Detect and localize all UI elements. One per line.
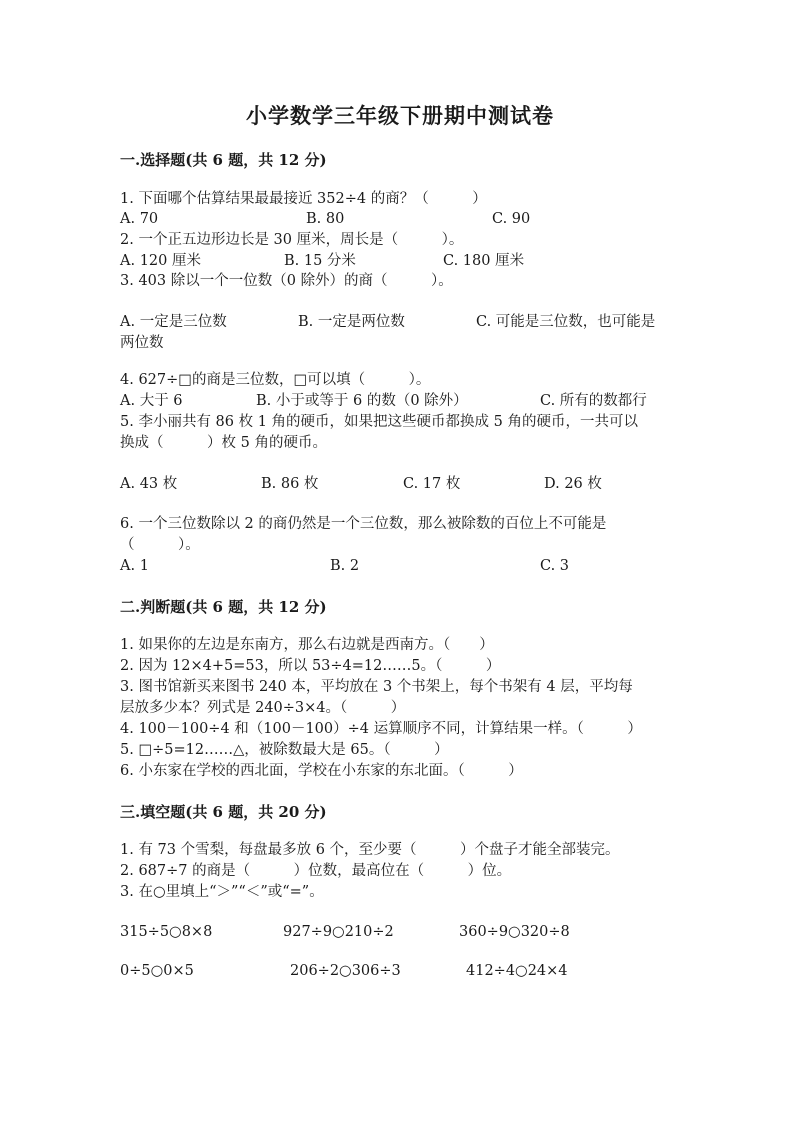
option-b: B. 80: [306, 211, 345, 227]
question-line: 3. 图书馆新买来图书 240 本，平均放在 3 个书架上，每个书架有 4 层，平均每: [120, 679, 633, 695]
compare-item: 206÷2○306÷3: [290, 963, 401, 979]
option-continuation: 两位数: [120, 335, 164, 351]
option-b: B. 一定是两位数: [298, 314, 405, 330]
compare-item: 360÷9○320÷8: [459, 924, 570, 940]
option-c: C. 90: [492, 211, 531, 227]
option-a: A. 43 枚: [120, 476, 178, 492]
question-line: 3. 在○里填上“＞”“＜”或“=”。: [120, 884, 324, 900]
section-heading: 二.判断题(共 6 题，共 12 分): [120, 598, 327, 616]
compare-item: 315÷5○8×8: [120, 924, 213, 940]
option-c: C. 180 厘米: [443, 253, 525, 269]
option-a: A. 70: [120, 211, 159, 227]
question-stem-continued: （ ）。: [120, 537, 200, 553]
option-b: B. 15 分米: [284, 253, 356, 269]
question-stem: 1. 下面哪个估算结果最最接近 352÷4 的商？（ ）: [120, 191, 487, 207]
question-stem-continued: 换成（ ）枚 5 角的硬币。: [120, 435, 327, 451]
option-a: A. 一定是三位数: [120, 314, 227, 330]
question-line: 4. 100－100÷4 和（100－100）÷4 运算顺序不同，计算结果一样。（ ）: [120, 721, 642, 737]
option-c: C. 3: [540, 558, 570, 574]
option-c: C. 17 枚: [403, 476, 461, 492]
section-heading: 三.填空题(共 6 题，共 20 分): [120, 803, 327, 821]
question-stem: 4. 627÷□的商是三位数，□可以填（ ）。: [120, 372, 431, 388]
option-c: C. 可能是三位数，也可能是: [476, 314, 656, 330]
option-a: A. 1: [120, 558, 149, 574]
question-stem: 2. 一个正五边形边长是 30 厘米，周长是（ ）。: [120, 232, 464, 248]
compare-item: 0÷5○0×5: [120, 963, 194, 979]
option-c: C. 所有的数都行: [540, 393, 647, 409]
section-heading: 一.选择题(共 6 题，共 12 分): [120, 151, 327, 169]
option-a: A. 大于 6: [120, 393, 183, 409]
question-line: 5. □÷5=12……△，被除数最大是 65。（ ）: [120, 742, 449, 758]
question-line: 层放多少本？列式是 240÷3×4。（ ）: [120, 700, 406, 716]
question-line: 1. 如果你的左边是东南方，那么右边就是西南方。（ ）: [120, 637, 494, 653]
question-stem: 5. 李小丽共有 86 枚 1 角的硬币，如果把这些硬币都换成 5 角的硬币，一共可以: [120, 414, 638, 430]
question-line: 2. 因为 12×4+5=53，所以 53÷4=12……5。（ ）: [120, 658, 501, 674]
option-b: B. 86 枚: [261, 476, 319, 492]
question-line: 1. 有 73 个雪梨，每盘最多放 6 个，至少要（ ）个盘子才能全部装完。: [120, 842, 620, 858]
option-a: A. 120 厘米: [120, 253, 201, 269]
option-b: B. 小于或等于 6 的数（0 除外）: [256, 393, 468, 409]
option-d: D. 26 枚: [544, 476, 602, 492]
compare-item: 927÷9○210÷2: [283, 924, 394, 940]
question-stem: 6. 一个三位数除以 2 的商仍然是一个三位数，那么被除数的百位上不可能是: [120, 516, 607, 532]
option-b: B. 2: [330, 558, 360, 574]
page-title: 小学数学三年级下册期中测试卷: [246, 103, 554, 128]
compare-item: 412÷4○24×4: [466, 963, 568, 979]
question-line: 2. 687÷7 的商是（ ）位数，最高位在（ ）位。: [120, 863, 512, 879]
question-stem: 3. 403 除以一个一位数（0 除外）的商（ ）。: [120, 273, 453, 289]
question-line: 6. 小东家在学校的西北面，学校在小东家的东北面。（ ）: [120, 763, 523, 779]
